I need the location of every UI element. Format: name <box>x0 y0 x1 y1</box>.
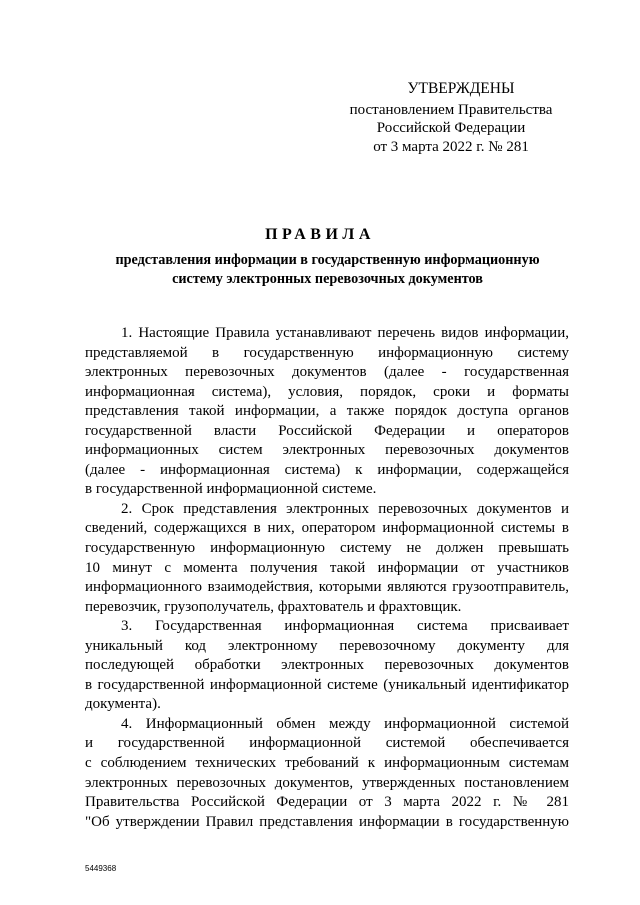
paragraph <box>85 324 569 500</box>
subtitle-line: представления информации в государственную информационную <box>115 252 540 268</box>
approval-line: постановлением Правительства <box>349 101 553 118</box>
paragraph-line: информационных систем электронных перевозочных документов <box>85 442 569 459</box>
paragraph-line: документа). <box>85 696 161 713</box>
paragraph-line: электронных перевозочных документов, утвержденных постановлением <box>85 774 569 791</box>
document-title: ПРАВИЛА <box>265 226 375 243</box>
paragraph-line: (далее - информационная система) к информации, содержащейся <box>85 461 569 478</box>
paragraph-line: в государственной информационной системе. <box>85 481 377 498</box>
paragraph-line: и государственной информационной системой обеспечивается <box>85 735 569 752</box>
paragraph-line: 10 минут с момента получения такой информации от участников <box>85 559 569 576</box>
paragraph <box>85 617 569 715</box>
document-subtitle <box>85 251 570 288</box>
document-code: 5449368 <box>85 864 117 873</box>
paragraph <box>85 715 569 832</box>
paragraph-line: 1. Настоящие Правила устанавливают перечень видов информации, <box>121 325 569 341</box>
subtitle-line: систему электронных перевозочных документов <box>172 270 483 287</box>
paragraph-line: государственной власти Российской Федерации и операторов <box>85 422 569 439</box>
paragraph-line: Правительства Российской Федерации от 3 марта 2022 г. № 281 <box>85 794 569 811</box>
paragraph-line: перевозчик, грузополучатель, фрахтователь и фрахтовщик. <box>85 598 462 615</box>
paragraph-line: "Об утверждении Правил представления информации в государственную <box>85 813 569 830</box>
paragraph-line: электронных перевозочных документов (далее - государственная <box>85 364 569 381</box>
paragraph-line: последующей обработки электронных перевозочных документов <box>85 657 569 674</box>
paragraph-line: представляемой в государственную информационную систему <box>85 344 569 361</box>
paragraph-line: представления такой информации, а также порядок доступа органов <box>85 403 569 420</box>
paragraph-line: 2. Срок представления электронных перевозочных документов и <box>121 500 569 517</box>
paragraph-line: уникальный код электронному перевозочному документу для <box>85 637 569 654</box>
paragraph-line: информационного взаимодействия, которыми являются грузоотправитель, <box>85 579 569 596</box>
paragraph-line: государственную информационную систему не должен превышать <box>85 540 569 557</box>
paragraph-line: 3. Государственная информационная система присваивает <box>121 618 569 635</box>
document-body <box>85 324 569 832</box>
paragraph-line: в государственной информационной системе (уникальный идентификатор <box>85 676 569 693</box>
paragraph-line: информационная система), условия, порядок, сроки и форматы <box>85 383 569 400</box>
approval-line: Российской Федерации <box>376 120 526 136</box>
approval-block <box>336 80 566 156</box>
paragraph <box>85 500 569 617</box>
paragraph-line: сведений, содержащихся в них, оператором информационной системы в <box>85 520 569 537</box>
approval-stamp: УТВЕРЖДЕНЫ <box>407 80 515 97</box>
paragraph-line: с соблюдением технических требований к информационным системам <box>85 755 569 772</box>
paragraph-line: 4. Информационный обмен между информационной системой <box>121 715 569 732</box>
approval-line: от 3 марта 2022 г. № 281 <box>373 138 529 155</box>
